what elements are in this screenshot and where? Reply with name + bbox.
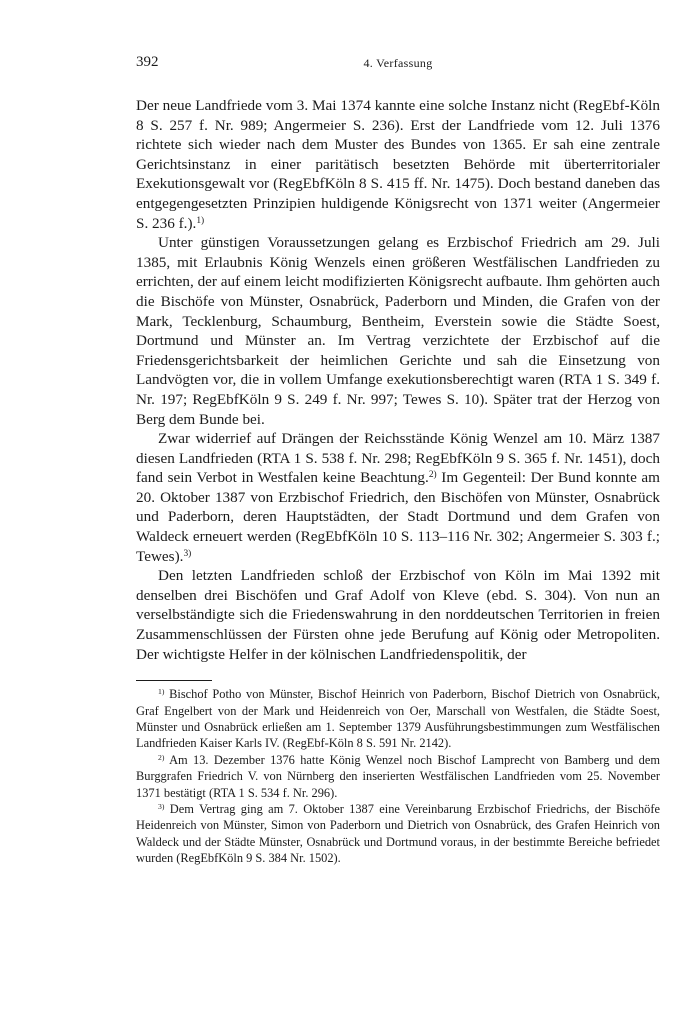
footnote-text: Bischof Potho von Münster, Bischof Heinrich von Paderborn, Bischof Dietrich von Osnabrück, Graf Engelbert von der Mark und Heidenreich von Oer, Marschall von Westfalen, die Städte Soest, Münster und Osnabrück erließen am 1. September 1379 Ausführungsbestimmungen zum Westfälischen Landfrieden Kaiser Karls IV. (RegEbf-Köln 8 S. 591 Nr. 2142). <box>136 687 660 751</box>
page-number: 392 <box>136 54 159 70</box>
footnote-ref-3: 3) <box>183 548 192 559</box>
running-title: 4. Verfassung <box>363 56 433 70</box>
footnote-mark: 3) <box>158 801 165 811</box>
footnote-ref-2: 2) <box>428 470 437 481</box>
main-text <box>136 96 660 664</box>
book-page <box>136 54 660 867</box>
footnote-mark: 1) <box>158 687 165 696</box>
paragraph-3-text-b: Im Gegenteil: Der Bund konnte am 20. Oktober 1387 von Erzbischof Friedrich, den Bischöfen von Münster, Osnabrück und Paderborn, deren Hauptstädten, der Stadt Dortmund und dem Grafen von Waldeck erneuert werden (RegEbfKöln 10 S. 113–116 Nr. 302; Angermeier S. 303 f.; Tewes). <box>136 469 660 565</box>
footnote-text: Am 13. Dezember 1376 hatte König Wenzel noch Bischof Lamprecht von Bamberg und dem Burggrafen Friedrich V. von Nürnberg den inserierten Westfälischen Landfrieden vom 25. November 1371 bestätigt (RTA 1 S. 534 f. Nr. 296). <box>136 752 660 800</box>
footnote-text: Dem Vertrag ging am 7. Oktober 1387 eine Vereinbarung Erzbischof Friedrichs, der Bischöfe Heidenreich von Münster, Simon von Paderborn und Dietrich von Osnabrück, des Grafen Heinrich von Waldeck und der Städte Münster, Osnabrück und Dortmund voraus, in der bestimmte Bereiche befriedet wurden (RegEbfKöln 9 S. 384 Nr. 1502). <box>136 802 660 866</box>
footnote-2 <box>136 752 660 801</box>
paragraph-3 <box>136 429 660 566</box>
paragraph-4: Den letzten Landfrieden schloß der Erzbischof von Köln im Mai 1392 mit denselben drei Bischöfen und Graf Adolf von Kleve (ebd. S. 304). Von nun an verselbständigte sich die Friedenswahrung in den norddeutschen Territorien in freien Zusammenschlüssen der Fürsten ohne jede Berufung auf König oder Metropoliten. Der wichtigste Helfer in der kölnischen Landfriedenspolitik, der <box>136 567 660 663</box>
page-header <box>136 54 660 78</box>
footnote-1 <box>136 686 660 752</box>
footnotes <box>136 686 660 866</box>
footnote-mark: 2) <box>158 752 165 762</box>
footnote-3 <box>136 801 660 867</box>
paragraph-2: Unter günstigen Voraussetzungen gelang es Erzbischof Friedrich am 29. Juli 1385, mit Erlaubnis König Wenzels einen größeren Westfälischen Landfrieden zu errichten, der auf einem leicht modifizierten Königsrecht aufbaute. Ihm gehörten auch die Bischöfe von Münster, Osnabrück, Paderborn und Minden, die Grafen von der Mark, Tecklenburg, Schaumburg, Bentheim, Everstein sowie die Städte Soest, Dortmund und Münster an. Im Vertrag verzichtete der Erzbischof auf die Friedensgerichtsbarkeit der heimlichen Gerichte und sah die Einsetzung von Landvögten vor, die in vollem Umfange exekutionsberechtigt waren (RTA 1 S. 349 f. Nr. 197; RegEbfKöln 9 S. 249 f. Nr. 997; Tewes S. 10). Später trat der Herzog von Berg dem Bunde bei. <box>136 234 660 428</box>
paragraph-3-text-a: Zwar widerrief auf Drängen der Reichsstände König Wenzel am 10. März 1387 diesen Landfrieden (RTA 1 S. 538 f. Nr. 298; RegEbfKöln 9 S. 365 f. Nr. 1451), doch fand sein Verbot in Westfalen keine Beachtung. <box>136 430 660 487</box>
paragraph-1-text: Der neue Landfriede vom 3. Mai 1374 kannte eine solche Instanz nicht (RegEbf-Köln 8 S. 257 f. Nr. 989; Angermeier S. 236). Erst der Landfriede vom 12. Juli 1376 richtete sich wieder nach dem Muster des Bundes von 1365. Er sah eine zentrale Gerichtsinstanz in einer paritätisch besetzten Behörde mit überterritorialer Exekutionsgewalt vor (RegEbfKöln 8 S. 415 ff. Nr. 1475). Doch bestand daneben das entgegengesetzten Prinzipien huldigende Königsrecht von 1371 weiter (Angermeier S. 236 f.). <box>136 97 660 232</box>
footnote-separator <box>136 680 212 681</box>
footnote-ref-1: 1) <box>196 215 205 226</box>
paragraph-1 <box>136 96 660 233</box>
